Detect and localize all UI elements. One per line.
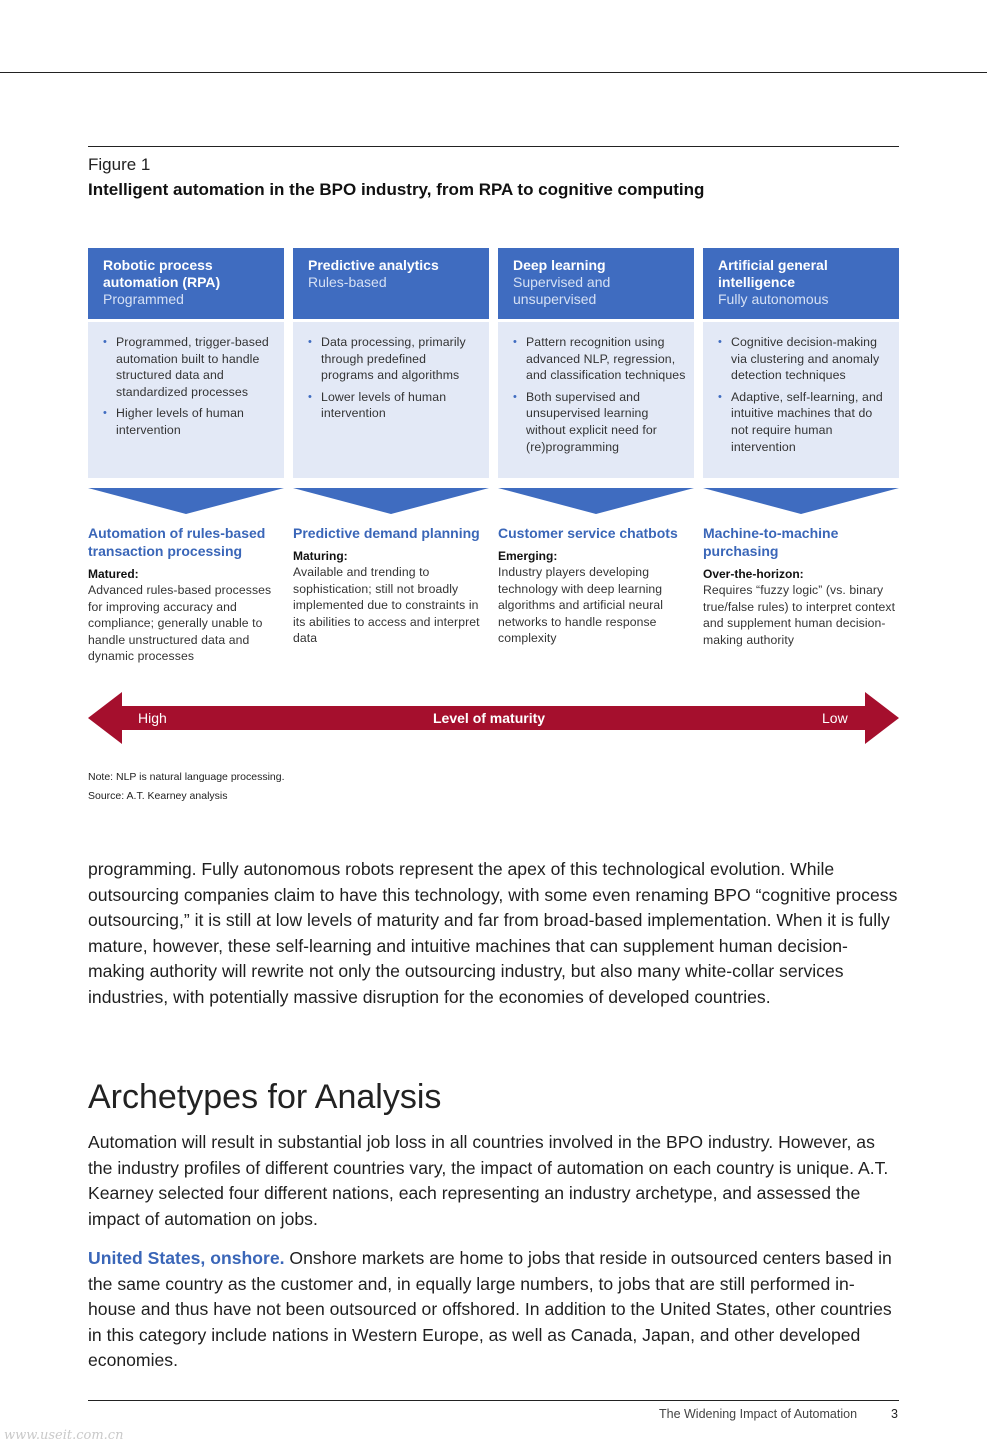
maturity-stage: Emerging:	[498, 549, 558, 563]
figure-note: Note: NLP is natural language processing.	[88, 771, 285, 783]
figure-label: Figure 1	[88, 155, 151, 174]
column-header	[703, 248, 899, 319]
top-rule	[0, 72, 987, 73]
maturity-high-label: High	[138, 710, 167, 726]
body-paragraph	[88, 1246, 899, 1374]
column-subtitle: Programmed	[103, 291, 184, 307]
chevron-down-icon	[293, 488, 489, 514]
bullet-item: • Lower levels of human intervention	[308, 389, 481, 422]
application-title: Customer service chatbots	[498, 525, 678, 541]
column-title: Deep learning	[513, 257, 606, 273]
application-description: Requires “fuzzy logic” (vs. binary true/false rules) to interpret context and supplement human decision-making authority	[703, 583, 896, 647]
application-block	[293, 524, 493, 647]
column-title: Robotic process automation (RPA)	[103, 257, 221, 290]
application-block	[703, 524, 903, 648]
body-paragraph: programming. Fully autonomous robots represent the apex of this technological evolution. While outsourcing companies claim to have this technology, with some even renaming BPO “cognitive process outsourcing,” it is still at low levels of maturity and far from broad-based implementation. When it is fully mature, however, these self-learning and intuitive machines that can supplement human decision-making authority will rewrite not only the outsourcing industry, but also many white-collar services industries, with potentially massive disruption for the economies of developed countries.	[88, 859, 898, 1007]
bullet-item: • Cognitive decision-making via clustering and anomaly detection techniques	[718, 334, 891, 384]
chevron-down-icon	[88, 488, 284, 514]
maturity-stage: Matured:	[88, 567, 139, 581]
maturity-stage: Over-the-horizon:	[703, 567, 804, 581]
column-agi	[703, 248, 899, 478]
bullet-item: • Both supervised and unsupervised learning without explicit need for (re)programming	[513, 389, 686, 455]
watermark: www.useit.com.cn	[4, 1428, 124, 1443]
chevron-down-icon	[498, 488, 694, 514]
figure-rule	[88, 146, 899, 147]
maturity-axis-label: Level of maturity	[433, 710, 546, 726]
bullet-item: • Pattern recognition using advanced NLP, regression, and classification techniques	[513, 334, 686, 384]
bullet-item: • Higher levels of human intervention	[103, 405, 276, 438]
section-heading: Archetypes for Analysis	[88, 1078, 442, 1116]
footer-rule	[88, 1400, 899, 1401]
column-body	[293, 322, 489, 478]
maturity-stage: Maturing:	[293, 549, 348, 563]
column-body	[88, 322, 284, 478]
bullet-item: • Data processing, primarily through predefined programs and algorithms	[308, 334, 481, 384]
page-number: 3	[891, 1407, 898, 1421]
bullet-item: • Adaptive, self-learning, and intuitive machines that do not require human intervention	[718, 389, 891, 455]
application-title: Predictive demand planning	[293, 525, 480, 541]
application-title: Machine-to-machine purchasing	[703, 525, 839, 559]
application-description: Available and trending to sophistication; still not broadly implemented due to constraints in its abilities to access and interpret data	[293, 565, 480, 646]
column-predictive-analytics	[293, 248, 489, 478]
application-description: Advanced rules-based processes for improving accuracy and compliance; generally unable to handle unstructured data and dynamic processes	[88, 583, 272, 664]
bullet-item: • Programmed, trigger-based automation built to handle structured data and standardized processes	[103, 334, 276, 400]
column-subtitle: Rules-based	[308, 274, 387, 290]
column-title: Predictive analytics	[308, 257, 439, 273]
column-subtitle: Supervised and unsupervised	[513, 274, 611, 307]
application-description: Industry players developing technology with deep learning algorithms and artificial neural networks to handle response complexity	[498, 565, 664, 646]
column-rpa	[88, 248, 284, 478]
maturity-low-label: Low	[822, 710, 848, 726]
footer-title: The Widening Impact of Automation	[659, 1407, 858, 1421]
column-body	[498, 322, 694, 478]
figure-title: Intelligent automation in the BPO industry, from RPA to cognitive computing	[88, 180, 705, 199]
chevron-down-icon	[703, 488, 899, 514]
column-body	[703, 322, 899, 478]
application-block	[88, 524, 288, 665]
column-title: Artificial general intelligence	[718, 257, 828, 290]
figure-source: Source: A.T. Kearney analysis	[88, 790, 228, 802]
paragraph-text: Onshore markets are home to jobs that reside in outsourced centers based in the same country as the customer and, in equally large numbers, to jobs that are still performed in-house and thus have not been outsourced or offshored. In addition to the United States, other countries in this category include nations in Western Europe, as well as Canada, Japan, and other developed economies.	[88, 1248, 892, 1371]
application-block	[498, 524, 698, 647]
column-header	[88, 248, 284, 319]
application-title: Automation of rules-based transaction processing	[88, 525, 266, 559]
column-subtitle: Fully autonomous	[718, 291, 829, 307]
column-header	[498, 248, 694, 319]
paragraph-lead: United States, onshore.	[88, 1248, 285, 1268]
column-header	[293, 248, 489, 319]
body-paragraph: Automation will result in substantial job loss in all countries involved in the BPO industry. However, as the industry profiles of different countries vary, the impact of automation on each country is unique. A.T. Kearney selected four different nations, each representing an industry archetype, and assessed the impact of automation on jobs.	[88, 1132, 889, 1229]
column-deep-learning	[498, 248, 694, 478]
